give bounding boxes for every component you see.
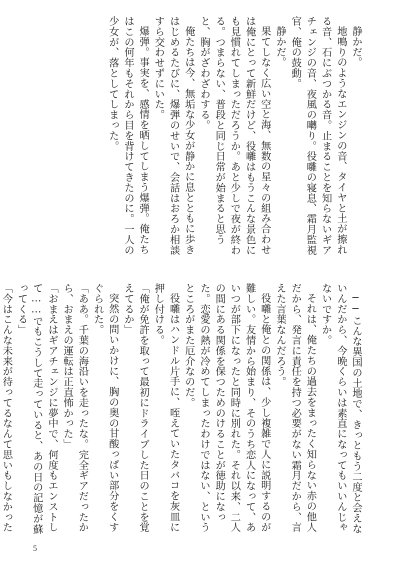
paragraph: 役囃と俺との関係は、少し複雑で人に説明するのが難しい。友情から始まり、そのうち恋人になって、あいつが部下になったと同時に別れた。それ以来、二人の間にある関係を保つためのけることが徳助になった。恋愛の熱が冷めてしまったわけではない、というところがまた厄介なのだ。 (182, 283, 270, 533)
paragraph: 静かだ。 (273, 26, 285, 68)
paragraph: 地鳴りのようなエンジンの音、タイヤと土が擦れる音、石にぶつかる音。止まることを知らないギアチェンジの音、夜風の囀り。役囃の寝息、霜月監視官、俺の鼓動。 (289, 16, 346, 256)
dialogue-line: 「今はこんな未来が待ってるなんて思いもしなかった (0, 283, 12, 533)
paragraph: それは、俺たちの過去をまったく知らない赤の他人だから、発言に責任を持つ必要がない霜月だから、言えた言葉なんだろう。 (273, 283, 316, 533)
page-number: 5 (33, 544, 37, 553)
dialogue-line: 「おまえはギアチェンジに夢中で、何度もエンストして……でもこうして走っていると、あの日の記憶が蘇ってくる」 (15, 283, 57, 535)
text-section-lower (0, 283, 363, 535)
paragraph: 爆弾。事実を、感情を晒してしまう爆弾。俺たちはこの何年もそれから目を背けてきたのに。一人の少女が、落としてしまった。 (106, 16, 149, 256)
paragraph: 俺たちは今、無垢な少女が静かに息とともに歩きはじめるたびに、爆弾のせいで、会話はおろか相談すら交わせずにいた。 (152, 16, 194, 256)
paragraph: 突然の問いかけに、胸の奥の甘酸っぱい部分をくすぐられた。 (91, 283, 118, 533)
paragraph: 役囃はハンドル片手に、咥えていたタバコを灰皿に押し付ける。 (152, 283, 179, 533)
text-section-upper (35, 16, 363, 264)
dialogue-line: 「ああ。千葉の海沿いを走ったな。完全ギアだったから、おまえの運転は正直怖かった」 (61, 283, 88, 533)
paragraph: 果てしなく広い空と海、無数の星々の組み合わせは俺にとって新鮮だけど、役囃はもうこんな景色にも見慣れてしまっただろうか。あと少しで夜が終わる。つまらない、普段と同じ日常が始まると思うと、胸がざわざわする。 (197, 16, 270, 256)
paragraph: ──こんな異国の土地で、きっともう二度と会えないんだから、今晩くらいは素直になってもいいんじゃないですか。 (319, 283, 361, 534)
dialogue-line: 「俺が免許を取って最初にドライブした日のことを覚えてるか」 (121, 283, 149, 533)
paragraph: 静かだ。 (350, 26, 361, 68)
